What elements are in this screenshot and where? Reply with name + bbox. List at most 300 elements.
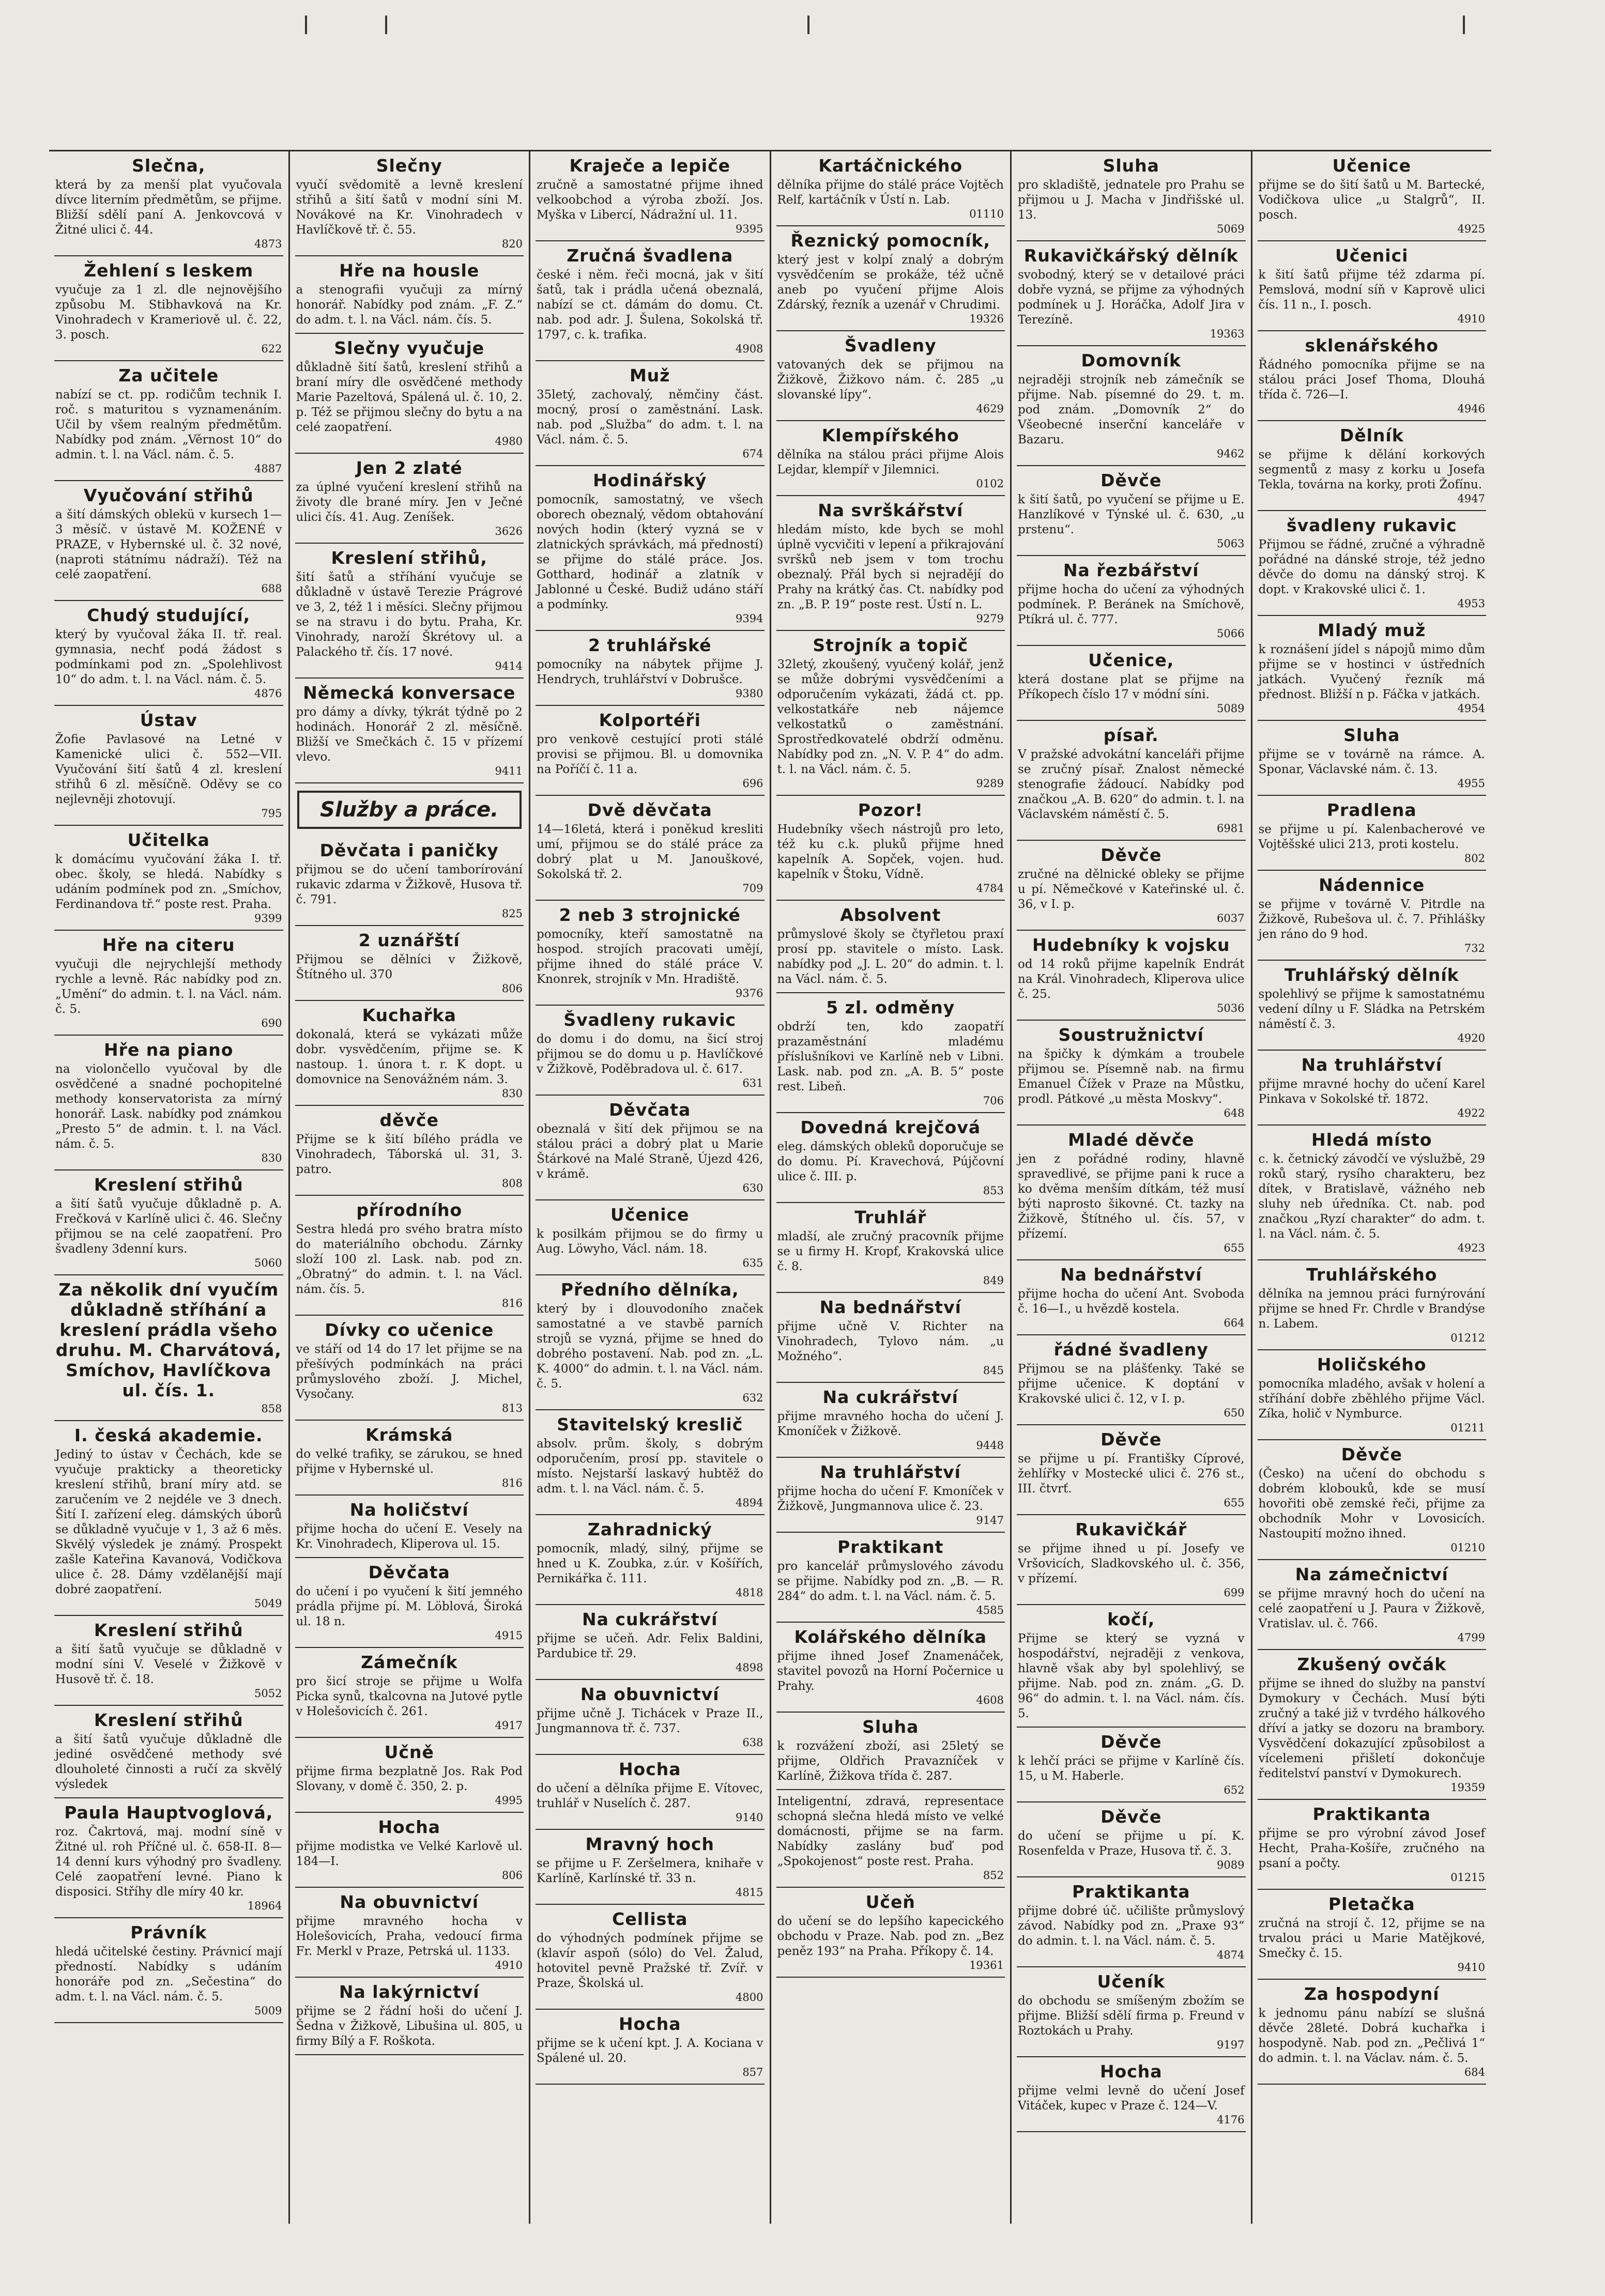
classified-ad [776, 901, 1005, 993]
ad-title: Na truhlářství [820, 1462, 961, 1482]
ad-text: zručně a samostatné přijme ihned velkoobchod a výroba zboží. Jos. Myška v Libercí, Nádražní ul. 11. [537, 178, 763, 222]
ad-number: 816 [501, 1297, 523, 1309]
classified-ad [536, 706, 765, 796]
ad-text: dělníka na jemnou práci furnýrování přijme se hned Fr. Chrdle v Brandýse n. Labem. [1258, 1287, 1485, 1331]
ad-title: Zahradnický [587, 1519, 712, 1539]
ad-number: 845 [983, 1364, 1004, 1377]
ad-number: 9147 [976, 1514, 1004, 1527]
ad-title: Dvě děvčata [587, 800, 712, 820]
ad-title: Učenici [1335, 245, 1409, 266]
classified-ad [295, 454, 524, 544]
classified-ad [1258, 961, 1487, 1051]
ad-text: jen z pořádné rodiny, hlavně spravedlivé, se přijme pani k ruce a ko dvěma menším dítkám, též musí býti naprosto šikovné. Ct. tazky na Žižkově, Štítného ul. čís. 57, v přízemí. [1018, 1152, 1245, 1241]
ad-number: 4923 [1457, 1242, 1485, 1254]
classified-ad [1258, 1560, 1487, 1650]
ad-text: přijme hocha do učení F. Kmoníček v Žižkově, Jungmannova ulice č. 23. [777, 1485, 1004, 1513]
ad-title: kočí, [1107, 1609, 1155, 1629]
ad-text: dokonalá, která se vykázati může dobr. vysvědčením, přijme se. K nastoup. 1. února t. r. K dopt. u domovnice na Senovážném nám. 3. [296, 1028, 523, 1086]
ad-text: do učení se do lepšího kapecického obchodu v Praze. Nab. pod zn. „Bez peněz 193“ na Praha. Příkopy č. 14. [777, 1915, 1004, 1958]
classified-ad [295, 151, 524, 256]
classified-ad [295, 256, 524, 334]
ad-text: Přijmou se řádné, zručné a výhradně pořádné na dánské stroje, též jedno děvče do domu na dánský stroj. K dopt. v Krakovské ulici č. 1. [1258, 538, 1485, 596]
ad-number: 9448 [976, 1439, 1004, 1452]
ad-title: Kolportéři [599, 710, 701, 730]
classified-ad [295, 926, 524, 1001]
ad-title: Slečny vyučuje [334, 338, 485, 358]
classified-ad [54, 931, 283, 1036]
classified-ad [1258, 1051, 1487, 1126]
ad-number: 4917 [495, 1719, 523, 1732]
classified-ad [54, 601, 283, 706]
ad-column [49, 151, 290, 2224]
classified-ad [1017, 1728, 1246, 1802]
ad-text: přijme ihned Josef Znamenáček, stavitel povozů na Horní Počernice u Prahy. [777, 1650, 1004, 1693]
ad-number: 631 [742, 1077, 763, 1089]
ad-text: Sestra hledá pro svého bratra místo do materiálního obchodu. Zárnky složí 100 zl. Lask. nab. pod zn. „Obratný“ do admin. t. l. na Václ. nám. čís. 5. [296, 1223, 523, 1296]
ad-number: 674 [742, 448, 763, 460]
ad-text: přijme učně J. Tichácek v Praze II., Jungmannova tř. č. 737. [537, 1707, 763, 1735]
ad-title: Hře na housle [339, 260, 480, 281]
ad-text: k šití šatů, po vyučení se přijme u E. Hanzlíkové v Týnské ul. č. 630, „u prstenu“. [1018, 493, 1245, 536]
classified-ad [776, 1113, 1005, 1203]
ad-text: Přijmou se dělníci v Žižkově, Štítného ul. 370 [296, 953, 523, 981]
ad-title: Na obuvnictví [580, 1684, 720, 1704]
ad-text: k jednomu pánu nabízí se slušná děvče 28leté. Dobrá kuchařka i hospodyně. Nab. pod zn. „Pečlivá 1“ do admin. t. l. na Václav. nám. č. 5. [1258, 2007, 1485, 2065]
ad-number: 5060 [254, 1257, 282, 1269]
ad-title: sklenářského [1305, 335, 1439, 356]
classified-ad [54, 1706, 283, 1798]
ad-number: 6037 [1217, 912, 1245, 924]
classified-ad [1258, 1980, 1487, 2085]
edge-mark [807, 16, 809, 34]
ad-title: Na svrškářství [818, 500, 964, 520]
ad-number: 709 [742, 882, 763, 895]
ad-title: Mladé děvče [1068, 1130, 1195, 1150]
classified-ad [1258, 241, 1487, 331]
ad-text: přijme hocha do učení E. Vesely na Kr. Vinohradech, Kliperova ul. 15. [296, 1522, 523, 1551]
ad-number: 4910 [495, 1959, 523, 1971]
classified-ad [536, 2010, 765, 2085]
ad-text: se přijme mravný hoch do učení na celé zaopatření u J. Paura v Žižkově, Vratislav. ul. č. 766. [1258, 1587, 1485, 1630]
ad-title: písař. [1103, 725, 1159, 745]
ad-title: řádné švadleny [1053, 1339, 1209, 1360]
ad-title: Kartáčnického [818, 156, 963, 176]
classified-ad [776, 1383, 1005, 1458]
ad-number: 4800 [736, 1991, 763, 2004]
classified-ad [1017, 646, 1246, 721]
ad-text: obeznalá v šití dek přijmou se na stálou práci a dobrý plat u Marie Štárkové na Malé Straně, Újezd 426, v krámě. [537, 1122, 763, 1181]
ad-number: 4894 [736, 1497, 763, 1509]
ad-text: Přijme se k šití bílého prádla ve Vinohradech, Táborská ul. 31, 3. patro. [296, 1133, 523, 1176]
ad-text: přijme firma bezplatně Jos. Rak Pod Slovany, v domě č. 350, 2. p. [296, 1765, 523, 1793]
classified-ad [1258, 511, 1487, 616]
ad-title: 2 neb 3 strojnické [559, 905, 741, 925]
ad-title: Hocha [618, 1759, 681, 1779]
ad-number: 806 [501, 982, 523, 995]
ad-number: 4873 [254, 238, 282, 250]
ad-text: pro šicí stroje se přijme u Wolfa Picka synů, tkalcovna na Jutové pytle v Holešovicích č. 261. [296, 1675, 523, 1718]
ad-number: 4585 [976, 1604, 1004, 1616]
classified-ad [536, 1605, 765, 1680]
ad-number: 5063 [1217, 537, 1245, 550]
ad-number: 857 [742, 2066, 763, 2078]
classified-ad [536, 1680, 765, 1755]
classified-ad [1017, 556, 1246, 646]
ad-text: absolv. prům. školy, s dobrým odporučením, prosí pp. stavitele o místo. Nejstarší laskavý hubtěž do adm. t. l. na Václ. nám. č. 5. [537, 1437, 763, 1496]
classified-ad [776, 1293, 1005, 1383]
classified-ad [776, 1203, 1005, 1293]
ad-title: Hocha [378, 1817, 441, 1837]
classified-ad [54, 1036, 283, 1170]
ad-title: Za učitele [118, 365, 219, 386]
ad-number: 655 [1224, 1242, 1245, 1254]
ad-number: 4815 [736, 1886, 763, 1899]
edge-mark [1463, 16, 1465, 34]
classified-ad [776, 796, 1005, 901]
ad-title: Mravný hoch [585, 1834, 715, 1854]
ad-number: 849 [983, 1274, 1004, 1287]
ad-title: Jen 2 zlaté [356, 458, 463, 478]
ad-title: Dovedná krejčová [800, 1117, 981, 1137]
classified-ad [1258, 421, 1487, 511]
ad-number: 01110 [969, 208, 1004, 220]
classified-ad [295, 1001, 524, 1106]
ad-title: Zámečník [361, 1652, 458, 1672]
ad-number: 664 [1224, 1317, 1245, 1329]
ad-number: 706 [983, 1095, 1004, 1107]
classified-ad [54, 1616, 283, 1706]
classified-ad [1017, 2057, 1246, 2132]
ad-text: k roznášení jídel s nápojů mimo dům přijme se v hostinci v ústředních jatkách. Vyučený řezník má přednost. Bližší n p. Fáčka v jatkách. [1258, 643, 1485, 701]
ad-title: Truhlářského [1306, 1265, 1438, 1285]
ad-text: do učení i po vyučení k šití jemného prádla přijme pí. M. Löblová, Široká ul. 18 n. [296, 1585, 523, 1628]
ad-title: Soustružnictví [1058, 1025, 1204, 1045]
ad-text: k domácímu vyučování žáka I. tř. obec. školy, se hledá. Nabídky s udáním podmínek pod zn. „Smíchov, Ferdinandova tř.“ poste rest. Praha. [55, 853, 282, 911]
ad-title: Mladý muž [1318, 620, 1426, 640]
ad-text: která dostane plat se přijme na Příkopech číslo 17 v módní síni. [1018, 673, 1245, 701]
ad-title: Nádennice [1319, 875, 1425, 895]
ad-text: pomocník, samostatný, ve všech oborech obeznalý, vědom obtahování nových hodin (který vyzná se v zlatnických správkách, má předností) se přijme do stálé práce. Jos. Gotthard, hodinář a zlatník v Jablonné u České. Budiž udáno stáří a podmínky. [537, 493, 763, 611]
ad-text: české i něm. řeči mocná, jak v šití šatů, tak i prádla učená obeznalá, nabízí se ct. dámám do domu. Ct. nab. pod adr. J. Šulena, Sokolská tř. 1797, c. k. trafika. [537, 268, 763, 342]
ad-title: Na bednářství [819, 1297, 961, 1317]
ad-title: Hře na citeru [102, 935, 235, 955]
classified-ad [1017, 931, 1246, 1021]
ad-number: 4925 [1457, 223, 1485, 235]
ad-title: Na cukrářství [822, 1387, 958, 1407]
ad-text: pomocníka mladého, avšak v holení a stříhání dobře zběhlého přijme Václ. Zíka, holič v Nymburce. [1258, 1377, 1485, 1421]
ad-text: se přijme ihned u pí. Josefy ve Vršovicích, Sladkovského ul. č. 356, v přízemí. [1018, 1542, 1245, 1585]
ad-text: průmyslové školy se čtyřletou praxí prosí pp. stavitele o místo. Lask. nabídky pod „J. L. 20“ do admin. t. l. na Václ. nám. č. 5. [777, 928, 1004, 986]
ad-number: 4629 [976, 403, 1004, 415]
classified-ad [295, 1813, 524, 1888]
ad-title: Rukavičkář [1075, 1519, 1187, 1539]
ad-number: 01215 [1450, 1871, 1485, 1884]
ad-number: 4954 [1457, 702, 1485, 715]
ad-column [530, 151, 771, 2224]
classified-ad [776, 993, 1005, 1113]
ad-title: Ústav [140, 710, 197, 730]
classified-ad [776, 631, 1005, 796]
ad-text: který jest v kolpí znalý a dobrým vysvědčením se prokáže, též učně aneb po vyučení přijme Alois Zdárský, řezník a uzenář v Chrudimi. [777, 253, 1004, 312]
classified-ad [536, 796, 765, 901]
ad-title: Předního dělníka, [560, 1280, 739, 1300]
classified-ad [54, 1170, 283, 1275]
ad-title: Děvčata [609, 1100, 691, 1120]
ad-title: Zručná švadlena [567, 245, 733, 266]
ad-title: Kreslení střihů [94, 1620, 243, 1640]
ad-text: zručná na strojí č. 12, přijme se na trvalou práci u Marie Matějkové, Smečky č. 15. [1258, 1917, 1485, 1960]
classified-ad [776, 1533, 1005, 1623]
ad-text: přijme se 2 řádní hoši do učení J. Šedna v Žižkově, Libušina ul. 805, u firmy Bílý a F. Roškota. [296, 2005, 523, 2048]
ad-column [771, 151, 1012, 2224]
ad-text: důkladně šití šatů, kreslení střihů a braní míry dle osvědčené methody Marie Pazeltová, Spálená ul. č. 10, 2. p. Též se přijmou slečny do bytu a na celé zaopatření. [296, 361, 523, 434]
ad-title: Kraječe a lepiče [569, 156, 731, 176]
ad-text: pro venkově cestující proti stálé provisi se přijmou. Bl. u domovnika na Poříčí č. 11 a. [537, 733, 763, 776]
ad-text: do domu i do domu, na šicí stroj přijmou se do domu u p. Havlíčkové v Žižkově, Poděbradova ul. č. 617. [537, 1033, 763, 1076]
ad-text: který by i dlouvodoního značek samostatné a ve stavbě parních strojů se vyzná, přijme se hned do dobrého postavení. Nab. pod zn. „L. K. 4000“ do admin. t. l. na Václ. nám. č. 5. [537, 1302, 763, 1391]
classified-ad [295, 1421, 524, 1496]
ad-number: 9410 [1457, 1961, 1485, 1974]
ad-text: do obchodu se smíšeným zbožím se přijme. Bližší sdělí firma p. Freund v Roztokách u Prahy. [1018, 1994, 1245, 2038]
section-banner: Služby a práce. [297, 791, 522, 829]
ad-title: Učitelka [127, 830, 210, 850]
classified-ad [1017, 151, 1246, 241]
ad-title: Sluha [862, 1717, 919, 1737]
ad-text: Hudebníky všech nástrojů pro leto, též ku c.k. pluků přijme hned kapelník A. Sopček, vojen. hud. kapelník v Štoku, Vídně. [777, 823, 1004, 881]
ad-title: Hocha [1099, 2061, 1163, 2082]
classified-ad [295, 679, 524, 783]
ad-text: se přijme v továrně V. Pitrdle na Žižkově, Rubešova ul. č. 7. Přihlášky jen ráno do 9 hod. [1258, 898, 1485, 941]
classified-ad [295, 544, 524, 679]
classified-ad [536, 901, 765, 1006]
ad-title: Cellista [612, 1909, 688, 1929]
ad-title: Děvče [1341, 1444, 1402, 1465]
ad-number: 4784 [976, 882, 1004, 895]
classified-ad [295, 1648, 524, 1738]
ad-title: Na truhlářství [1301, 1055, 1442, 1075]
classified-ad [536, 361, 765, 466]
ad-text: hledám místo, kde bych se mohl úplně vycvičiti v lepení a přikrajování svršků neb jsem v tom trochu obeznalý. Přál bych si nejradějí do Prahy na krátký čas. Ct. nabídky pod zn. „B. P. 19“ poste rest. Ústí n. L. [777, 523, 1004, 611]
classified-ad [536, 1755, 765, 1830]
ad-text: do velké trafiky, se zárukou, se hned přijme v Hybernské ul. [296, 1447, 523, 1476]
ad-title: Pozor! [858, 800, 923, 820]
ad-title: Slečny [376, 156, 442, 176]
ad-title: Strojník a topič [813, 635, 969, 655]
ad-text: 32letý, zkoušený, vyučený kolář, jenž se může dobrými vysvědčeními a odporučením vykázati, žádá ct. pp. velkostatkáře neb nájemce velkostatků o zaměstnání. Sprostředkovatelé obdrží odměnu. Nabídky pod zn. „N. V. P. 4“ do adm. t. l. na Václ. nám. č. 5. [777, 658, 1004, 776]
classified-ad [295, 334, 524, 454]
ad-text: a šití dámských oblekü v kursech 1—3 měsíč. v ústavě M. KOŽENÉ v PRAZE, v Hybernské ul. č. 32 nové, (naproti státnímu nádraží). Též na celé zaopatření. [55, 508, 282, 581]
ad-text: přijme se v továrně na rámce. A. Sponar, Václavské nám. č. 13. [1258, 748, 1485, 776]
ad-number: 648 [1224, 1107, 1245, 1119]
ad-title: Děvče [1100, 470, 1162, 490]
classified-ad [1258, 871, 1487, 961]
ad-number: 4898 [736, 1661, 763, 1674]
ad-number: 684 [1464, 2066, 1485, 2078]
ad-column [290, 151, 531, 2224]
ad-title: 5 zl. odměny [826, 997, 955, 1018]
ad-number: 635 [742, 1257, 763, 1269]
ad-number: 01210 [1450, 1542, 1485, 1554]
edge-mark [385, 16, 387, 34]
ad-text: přijme se pro výrobní závod Josef Hecht, Praha-Košíře, zručného na psaní a počty. [1258, 1827, 1485, 1870]
ad-title: Na cukrářství [582, 1609, 718, 1629]
ad-title: Muž [629, 365, 670, 386]
classified-ad [54, 826, 283, 931]
ad-text: k rozvážení zboží, asi 25letý se přijme, Oldřich Pravazníček v Karlíně, Žižkova třída č. 287. [777, 1739, 1004, 1783]
ad-number: 4908 [736, 343, 763, 355]
ad-title: Děvče [1100, 1429, 1162, 1450]
ad-number: 652 [1224, 1784, 1245, 1796]
ad-title: Učenice [1332, 156, 1411, 176]
classified-ads-page [49, 150, 1491, 2224]
ad-title: děvče [379, 1110, 439, 1130]
ad-text: přijme mravného hocha do učení J. Kmoníček v Žižkově. [777, 1410, 1004, 1438]
ad-number: 650 [1224, 1407, 1245, 1419]
ad-text: Přijmou se na plášťenky. Také se přijme učenice. K doptání v Krakovské ulici č. 12, v I. p. [1018, 1362, 1245, 1406]
classified-ad [295, 1978, 524, 2055]
classified-ad [536, 241, 765, 361]
classified-ad [1258, 1260, 1487, 1350]
ad-text: a šití šatů vyučuje důkladně p. A. Frečková v Karlíně ulici č. 46. Slečny přijmou se na celé zaopatření. Pro švadleny 3denní kurs. [55, 1197, 282, 1256]
ad-number: 4818 [736, 1586, 763, 1599]
ad-text: pro dámy a dívky, týkrát týdně po 2 hodinách. Honorář 2 zl. měsíčně. Bližší ve Smečkách č. 15 v přízemí vlevo. [296, 705, 523, 764]
ad-title: Na zámečnictví [1295, 1564, 1448, 1584]
ad-number: 830 [501, 1087, 523, 1100]
ad-text: spolehlivý se přijme k samostatnému vedení dílny u F. Sládka na Petrském náměstí č. 3. [1258, 988, 1485, 1031]
classified-ad [54, 1275, 283, 1421]
ad-title: Stavitelský kreslič [557, 1414, 743, 1435]
classified-ad [1258, 721, 1487, 796]
classified-ad [54, 151, 283, 256]
ad-text: přijme se do šití šatů u M. Bartecké, Vodičkova ulice „u Stalgrů“, II. posch. [1258, 178, 1485, 222]
ad-text: se přijme u pí. Kalenbacherové ve Vojtěšské ulici 213, proti kostelu. [1258, 823, 1485, 851]
ad-number: 4922 [1457, 1107, 1485, 1119]
ad-title: Absolvent [840, 905, 941, 925]
ad-number: 9462 [1217, 448, 1245, 460]
ad-title: Praktikanta [1312, 1804, 1431, 1824]
classified-ad [1258, 616, 1487, 721]
ad-text: přijme se ihned do služby na panství Dymokury v Čechách. Musí býti zručný a také již v tvrdého hálkového dříví a jatky se dozoru na brambory. Vysvědčení dokazující způsobilost a vícelemeni přišletí dokončuje ředitelství panství v Dymokurech. [1258, 1677, 1485, 1780]
ad-number: 830 [261, 1152, 282, 1164]
ad-title: Rukavičkářský dělník [1023, 245, 1239, 266]
ad-text: nejraději strojník neb zámečník se přijme. Nab. písemné do 29. t. m. pod znám. „Domovník 2“ do Všeobecné inserční kanceláře v Bazaru. [1018, 373, 1245, 446]
edge-marks [0, 16, 1605, 47]
ad-number: 5036 [1217, 1002, 1245, 1014]
ad-text: se přijme u pí. Františky Cíprové, žehlířky v Mostecké ulici č. 276 st., III. čtvrť. [1018, 1452, 1245, 1496]
ad-text: obdrží ten, kdo zaopatří prazaměstnání mladému příslušníkovi ve Karlíně neb v Libni. Lask. nab. pod zn. „A. B. 5“ poste rest. Libeň. [777, 1020, 1004, 1093]
ad-number: 4876 [254, 687, 282, 700]
ad-text: 35letý, zachovalý, němčiny část. mocný, prosí o zaměstnání. Lask. nab. pod „Služba“ do adm. t. l. na Václ. nám. č. 5. [537, 388, 763, 446]
ad-text: a šití šatů vyučuje se důkladně v modní síni V. Veselé v Žižkově v Husově tř. č. 18. [55, 1643, 282, 1686]
ad-title: Sluha [1103, 156, 1159, 176]
classified-ad [536, 1830, 765, 1905]
ad-number: 9140 [736, 1811, 763, 1824]
ad-text: vyučuji dle nejrychlejší methody rychle a levně. Rác nabídky pod zn. „Umění“ do admin. t. l. na Václ. nám. č. 5. [55, 958, 282, 1016]
ad-text: přijme učně V. Richter na Vinohradech, Tylovo nám. „u Možného“. [777, 1320, 1004, 1363]
ad-title: Kreslení střihů, [331, 548, 487, 568]
ad-number: 4955 [1457, 777, 1485, 790]
ad-title: Děvčata i paničky [319, 840, 499, 860]
ad-title: I. česká akademie. [74, 1425, 263, 1445]
ad-number: 4920 [1457, 1032, 1485, 1044]
classified-ad [295, 1196, 524, 1316]
ad-text: do učení se přijme u pí. K. Rosenfelda v Praze, Husova tř. č. 3. [1018, 1829, 1245, 1858]
ad-number: 5069 [1217, 223, 1245, 235]
ad-text: přijme mravného hocha v Holešovicích, Praha, vedoucí firma Fr. Merkl v Praze, Petrská ul. 1133. [296, 1915, 523, 1958]
classified-ad [1258, 1350, 1487, 1440]
ad-text: do učení a dělníka přijme E. Vítovec, truhlář v Nuselích č. 287. [537, 1782, 763, 1810]
ad-number: 4176 [1217, 2114, 1245, 2126]
ad-text: na špičky k dýmkám a troubele přijmou se. Písemně nab. na firmu Emanuel Čížek v Praze na Můstku, prodl. Pátkové „u města Moskvy“. [1018, 1047, 1245, 1106]
ad-number: 4946 [1457, 403, 1485, 415]
classified-ad [1017, 1335, 1246, 1425]
ad-title: Vyučování střihů [83, 485, 254, 505]
ad-text: a stenografii vyučuji za mírný honorář. Nabídky pod znám. „F. Z.“ do adm. t. l. na Václ. nám. čís. 5. [296, 283, 523, 327]
ad-text: hledá učitelské čestiny. Právnicí mají předností. Nabídky s udáním honoráře pod zn. „Sečestina“ do adm. t. l. na Václ. nám. č. 5. [55, 1945, 282, 2004]
classified-ad [776, 1713, 1005, 1790]
ad-text: přijme mravné hochy do učení Karel Pinkava v Sokolské tř. 1872. [1258, 1077, 1485, 1106]
classified-ad [776, 1888, 1005, 1978]
ad-number: 4799 [1457, 1631, 1485, 1644]
ad-title: Holičského [1317, 1354, 1427, 1375]
ad-number: 630 [742, 1182, 763, 1194]
ad-text: zručné na dělnické obleky se přijme u pí. Němečkové v Kateřinské ul. č. 36, v I. p. [1018, 868, 1245, 911]
ad-text: vatovaných dek se přijmou na Žižkově, Žižkovo nám. č. 285 „u slovanské lípy“. [777, 358, 1004, 402]
ad-number: 813 [501, 1402, 523, 1414]
ad-title: Zkušený ovčák [1297, 1654, 1447, 1674]
ad-text: Inteligentní, zdravá, representace schopná slečna hledá místo ve velké domácnosti, přijme se na farm. Nabídky zaslány buď pod „Spokojenost“ poste rest. Praha. [777, 1795, 1004, 1868]
ad-title: Na řezbářství [1063, 560, 1199, 580]
ad-number: 01212 [1450, 1332, 1485, 1344]
ad-number: 690 [261, 1017, 282, 1029]
ad-title: Hře na piano [104, 1040, 234, 1060]
ad-title: Kuchařka [362, 1005, 456, 1025]
ad-number: 4910 [1457, 313, 1485, 325]
classified-ad [295, 1106, 524, 1196]
ad-title: Klempířského [821, 425, 959, 445]
ad-title: Na holičství [349, 1500, 469, 1520]
ad-number: 825 [501, 907, 523, 920]
ad-number: 5052 [254, 1687, 282, 1700]
classified-ad [776, 226, 1005, 331]
ad-title: Na obuvnictví [340, 1892, 479, 1912]
ad-title: Krámská [365, 1425, 453, 1445]
ad-text: přijme modistka ve Velké Karlově ul. 184—I. [296, 1840, 523, 1868]
classified-ad [1017, 1260, 1246, 1335]
ad-text: Jediný to ústav v Čechách, kde se vyučuje prakticky a theoreticky kreslení střihů, braní míry atd. se zaručením ve 2 nejdéle ve 3 dnech. Šití I. zařízení eleg. dámských úborů se důkladně vyučuje v 1, 3 až 6 měs. Skvělý výsledek je známý. Prospekt zašle Kateřina Kavanová, Vodičkova ulice č. 28. Dámy vzdělanější mají dobré zaopatření. [55, 1448, 282, 1596]
ad-number: 3626 [495, 525, 523, 537]
ad-title: Děvče [1100, 1732, 1162, 1752]
ad-number: 9394 [736, 612, 763, 625]
ad-text: k šití šatů přijme též zdarma pí. Pemslová, modní síň v Kaprově ulici čís. 11 n., I. posch. [1258, 268, 1485, 312]
classified-ad [776, 1790, 1005, 1888]
ad-title: Pradlena [1326, 800, 1417, 820]
ad-number: 4980 [495, 435, 523, 448]
ad-text: Žofie Pavlasové na Letné v Kamenické ulici č. 552—VII. Vyučování šití šatů 4 zl. kreslení střihů 6 zl. měsíčně. Oděvy se co nejlevněji zhotovují. [55, 733, 282, 806]
ad-number: 622 [261, 343, 282, 355]
classified-ad [1017, 1515, 1246, 1605]
ad-text: ve stáří od 14 do 17 let přijme se na přešívých podmínkách na práci průmyslového zboží. J. Michel, Vysočany. [296, 1343, 523, 1401]
classified-ad [536, 466, 765, 631]
ad-title: Paula Hauptvoglová, [64, 1802, 273, 1823]
ad-number: 688 [261, 582, 282, 595]
ad-text: k lehčí práci se přijme v Karlíně čís. 15, u M. Haberle. [1018, 1754, 1245, 1783]
ad-number: 808 [501, 1177, 523, 1190]
ad-text: 14—16letá, která i poněkud kresliti umí, přijmou se do stálé práce za dobrý plat u M. Janouškové, Sokolská tř. 2. [537, 823, 763, 881]
ad-title: Žehlení s leskem [84, 260, 254, 281]
classified-ad [1017, 241, 1246, 346]
ad-number: 655 [1224, 1497, 1245, 1509]
